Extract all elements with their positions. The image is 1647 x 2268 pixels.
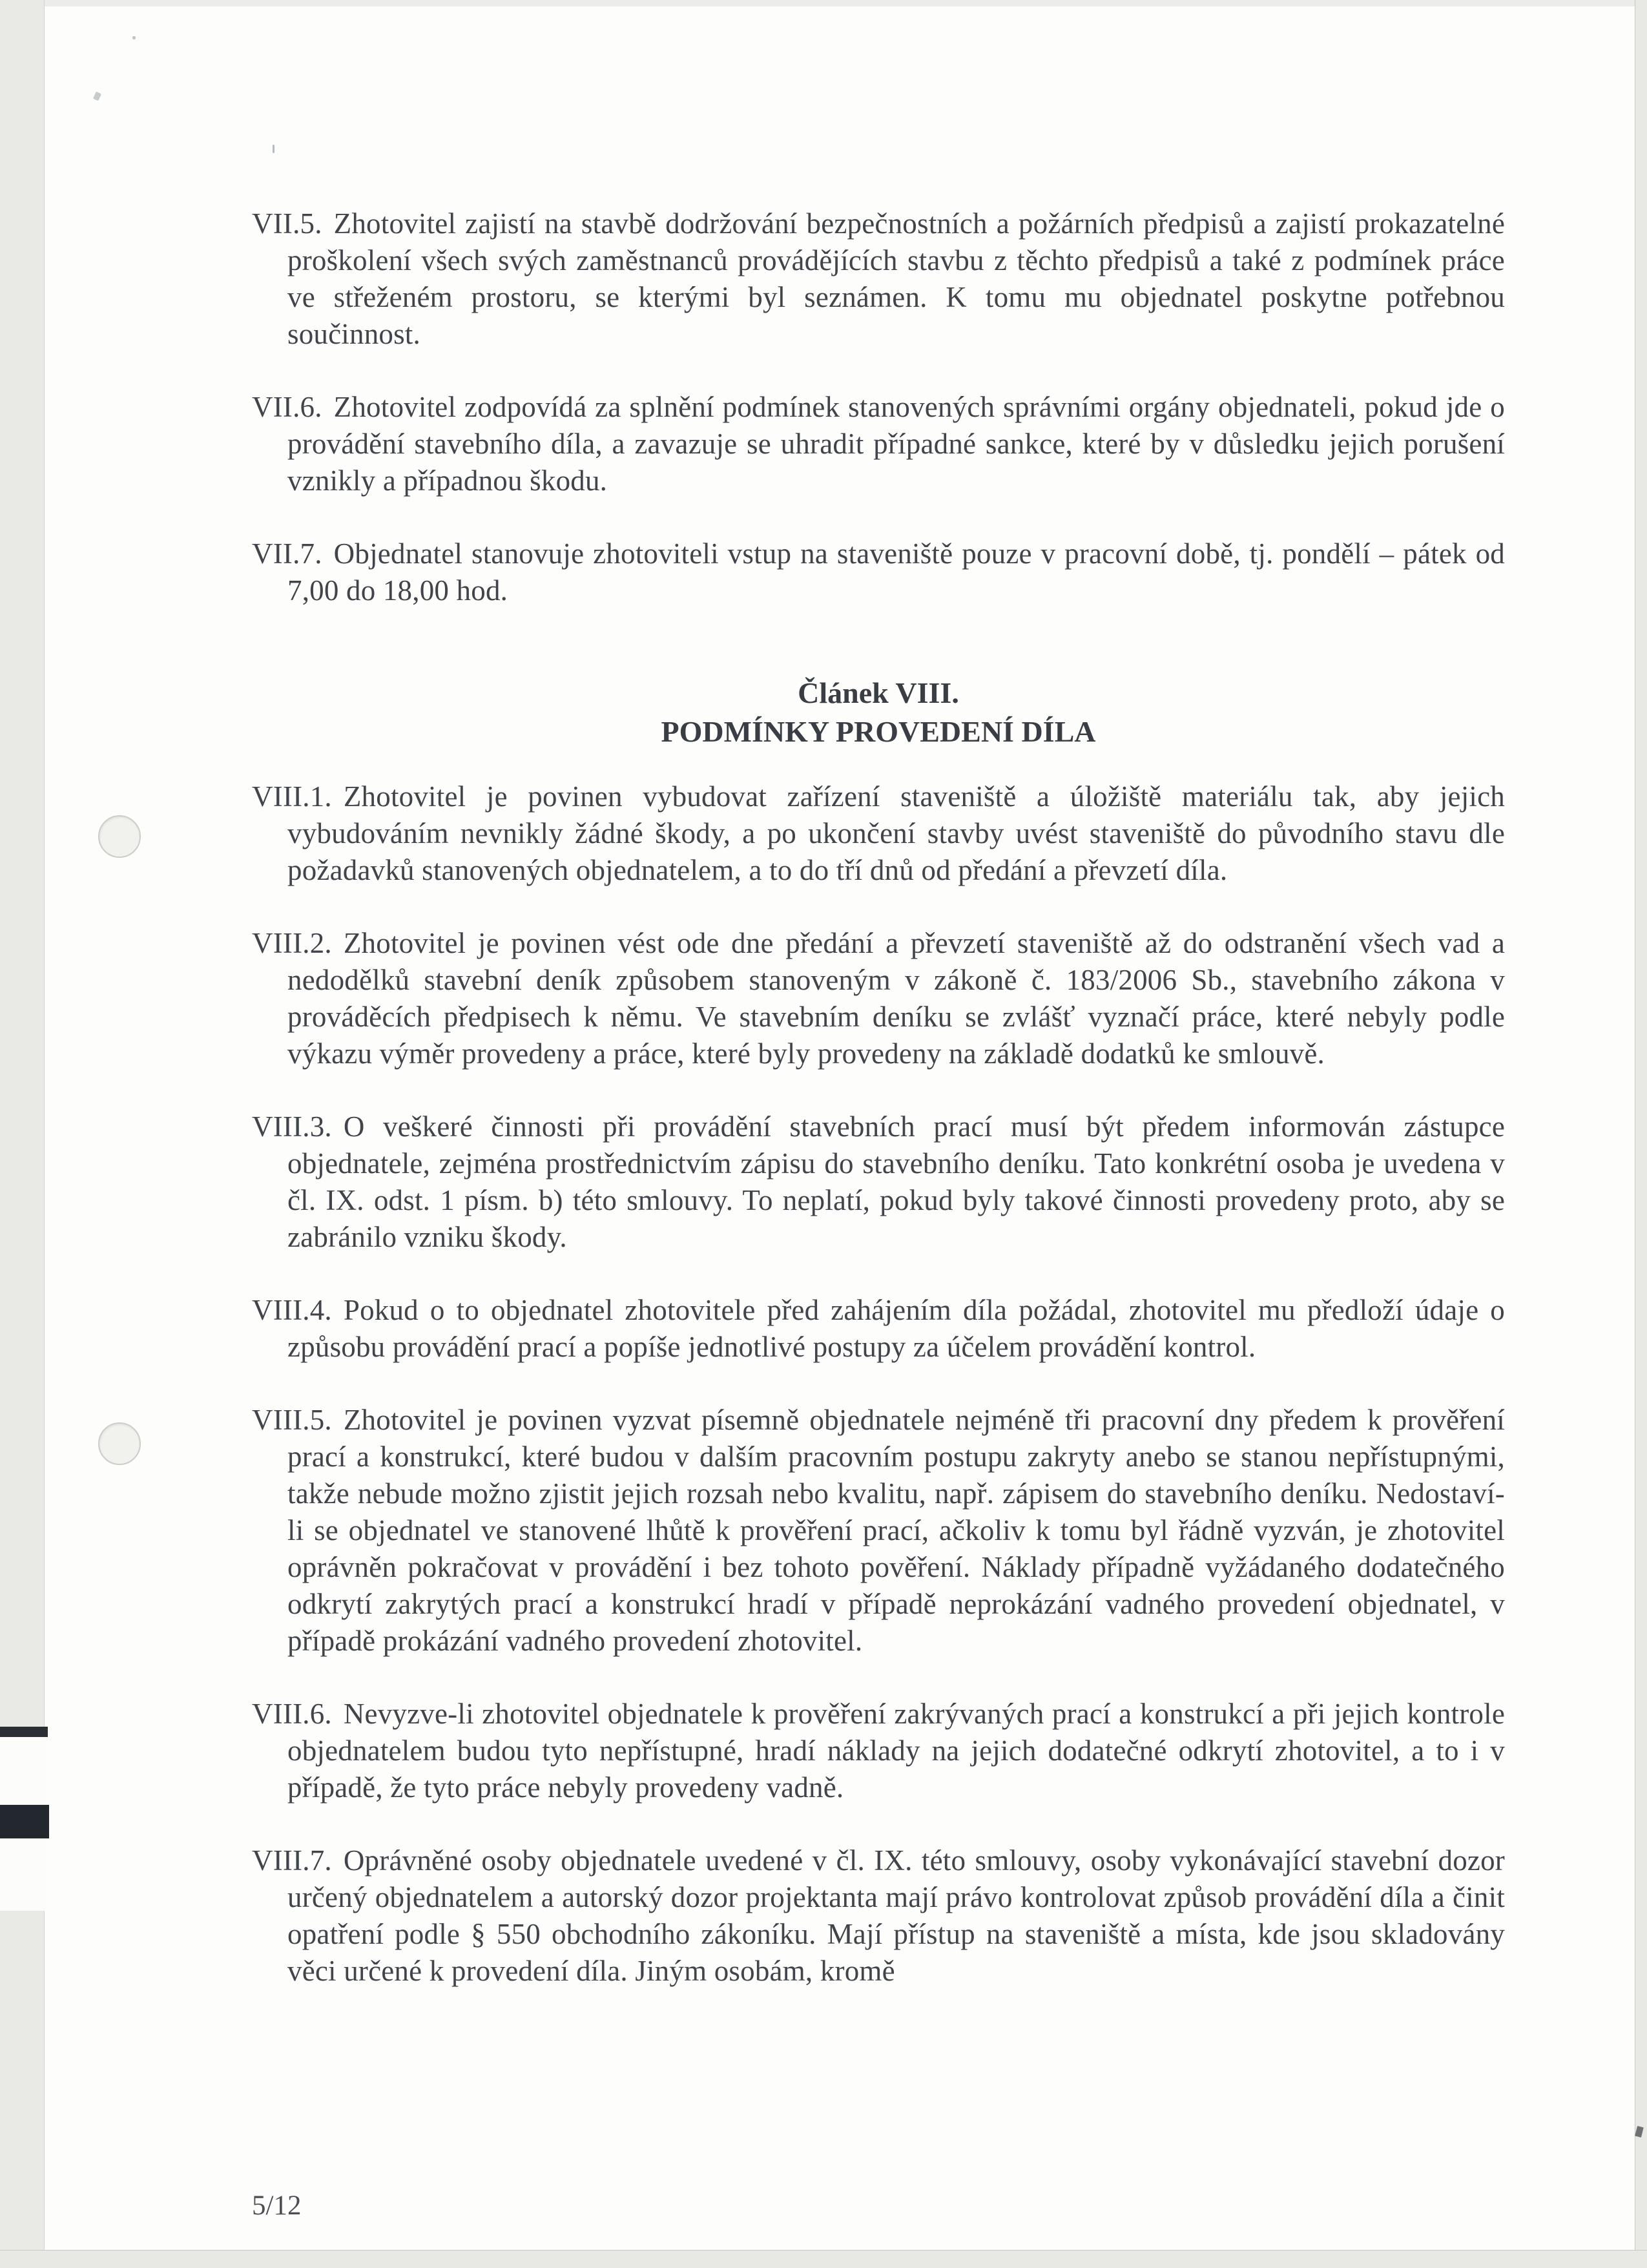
clause-text: Zhotovitel zajistí na stavbě dodržování bezpečnostních a požárních předpisů a zajistí prokazatelné proškolení všech svých zaměstnanců provádějících stavbu z těchto předpisů a také z podmínek práce ve střeženém prostoru, se kterými byl seznámen. K tomu mu objednatel poskytne potřebnou součinnost. <box>287 207 1505 350</box>
clause-number: VIII.1. <box>252 780 332 813</box>
article-heading-title: PODMÍNKY PROVEDENÍ DÍLA <box>661 715 1096 748</box>
clause-text: Zhotovitel zodpovídá za splnění podmínek stanovených správními orgány objednateli, pokud jde o provádění stavebního díla, a zavazuje se uhradit případné sankce, které by v důsledku jejich porušení vznikly a případnou škodu. <box>287 391 1505 497</box>
scan-speck <box>93 92 101 101</box>
clause-text: Pokud o to objednatel zhotovitele před zahájením díla požádal, zhotovitel mu předloží údaje o způsobu provádění prací a popíše jednotlivé postupy za účelem provádění kontrol. <box>287 1294 1505 1363</box>
scanner-edge-left <box>0 0 45 2267</box>
clause-vii-5 <box>252 205 1505 353</box>
scanner-edge-bottom <box>0 2250 1647 2268</box>
scan-speck <box>132 36 136 39</box>
clause-number: VIII.5. <box>252 1404 332 1436</box>
clause-viii-2 <box>252 925 1505 1072</box>
clause-text: Objednatel stanovuje zhotoviteli vstup na staveniště pouze v pracovní době, tj. pondělí – pátek od 7,00 do 18,00 hod. <box>287 537 1505 607</box>
clause-viii-3 <box>252 1108 1505 1256</box>
clause-viii-4 <box>252 1292 1505 1366</box>
scanner-edge-top <box>0 0 1647 6</box>
clause-number: VIII.4. <box>252 1294 332 1326</box>
clause-viii-1 <box>252 778 1505 889</box>
clause-vii-7 <box>252 536 1505 609</box>
contract-text-block <box>252 205 1505 2026</box>
article-heading-number: Článek VIII. <box>798 676 959 709</box>
clause-vii-6 <box>252 389 1505 499</box>
clause-number: VII.6. <box>252 391 322 423</box>
page-edge-white-patch <box>0 1838 48 1911</box>
scanner-edge-right <box>1635 0 1647 2267</box>
clause-viii-7 <box>252 1842 1505 1990</box>
article-heading <box>252 674 1505 751</box>
scan-artifact-dark-bar <box>0 1805 49 1838</box>
clause-number: VII.7. <box>252 537 322 570</box>
clause-text: Zhotovitel je povinen vést ode dne předání a převzetí staveniště až do odstranění všech vad a nedodělků stavební deník způsobem stanoveným v zákoně č. 183/2006 Sb., stavebního zákona v prováděcích předpisech k němu. Ve stavebním deníku se zvlášť vyznačí práce, které nebyly podle výkazu výměr provedeny a práce, které byly provedeny na základě dodatků ke smlouvě. <box>287 927 1505 1070</box>
page-edge-white-patch <box>0 1736 48 1805</box>
clause-text: Zhotovitel je povinen vyzvat písemně objednatele nejméně tři pracovní dny předem k prověření prací a konstrukcí, které budou v dalším pracovním postupu zakryty anebo se stanou nepřístupnými, takže nebude možno zjistit jejich rozsah nebo kvalitu, např. zápisem do stavebního deníku. Nedostaví-li se objednatel ve stanovené lhůtě k prověření prací, ačkoliv k tomu byl řádně vyzván, je zhotovitel oprávněn pokračovat v provádění i bez tohoto pověření. Náklady případně vyžádaného dodatečného odkrytí zakrytých prací a konstrukcí hradí v případě neprokázání vadného provedení objednatel, v případě prokázání vadného provedení zhotovitel. <box>287 1404 1505 1657</box>
hole-punch <box>98 1422 141 1465</box>
hole-punch <box>98 815 141 858</box>
clause-text: Oprávněné osoby objednatele uvedené v čl. IX. této smlouvy, osoby vykonávající stavební dozor určený objednatelem a autorský dozor projektanta mají právo kontrolovat způsob provádění díla a činit opatření podle § 550 obchodního zákoníku. Mají přístup na staveniště a místa, kde jsou skladovány věci určené k provedení díla. Jiným osobám, kromě <box>287 1844 1505 1987</box>
page-number: 5/12 <box>252 2190 302 2221</box>
clause-number: VIII.3. <box>252 1110 332 1143</box>
scan-artifact-dark-bar <box>0 1727 48 1737</box>
scan-speck <box>273 145 274 153</box>
clause-number: VII.5. <box>252 207 322 240</box>
clause-number: VIII.2. <box>252 927 332 959</box>
clause-number: VIII.7. <box>252 1844 332 1877</box>
clause-text: Nevyzve-li zhotovitel objednatele k prověření zakrývaných prací a konstrukcí a při jejich kontrole objednatelem budou tyto nepřístupné, hradí náklady na jejich dodatečné odkrytí zhotovitel, a to i v případě, že tyto práce nebyly provedeny vadně. <box>287 1698 1505 1804</box>
clause-viii-5 <box>252 1402 1505 1659</box>
clause-text: O veškeré činnosti při provádění stavebních prací musí být předem informován zástupce objednatele, zejména prostřednictvím zápisu do stavebního deníku. Tato konkrétní osoba je uvedena v čl. IX. odst. 1 písm. b) této smlouvy. To neplatí, pokud byly takové činnosti provedeny proto, aby se zabránilo vzniku škody. <box>287 1110 1505 1253</box>
clause-viii-6 <box>252 1696 1505 1806</box>
clause-number: VIII.6. <box>252 1698 332 1730</box>
clause-text: Zhotovitel je povinen vybudovat zařízení staveniště a úložiště materiálu tak, aby jejich vybudováním nevnikly žádné škody, a po ukončení stavby uvést staveniště do původního stavu dle požadavků stanovených objednatelem, a to do tří dnů od předání a převzetí díla. <box>287 780 1505 886</box>
